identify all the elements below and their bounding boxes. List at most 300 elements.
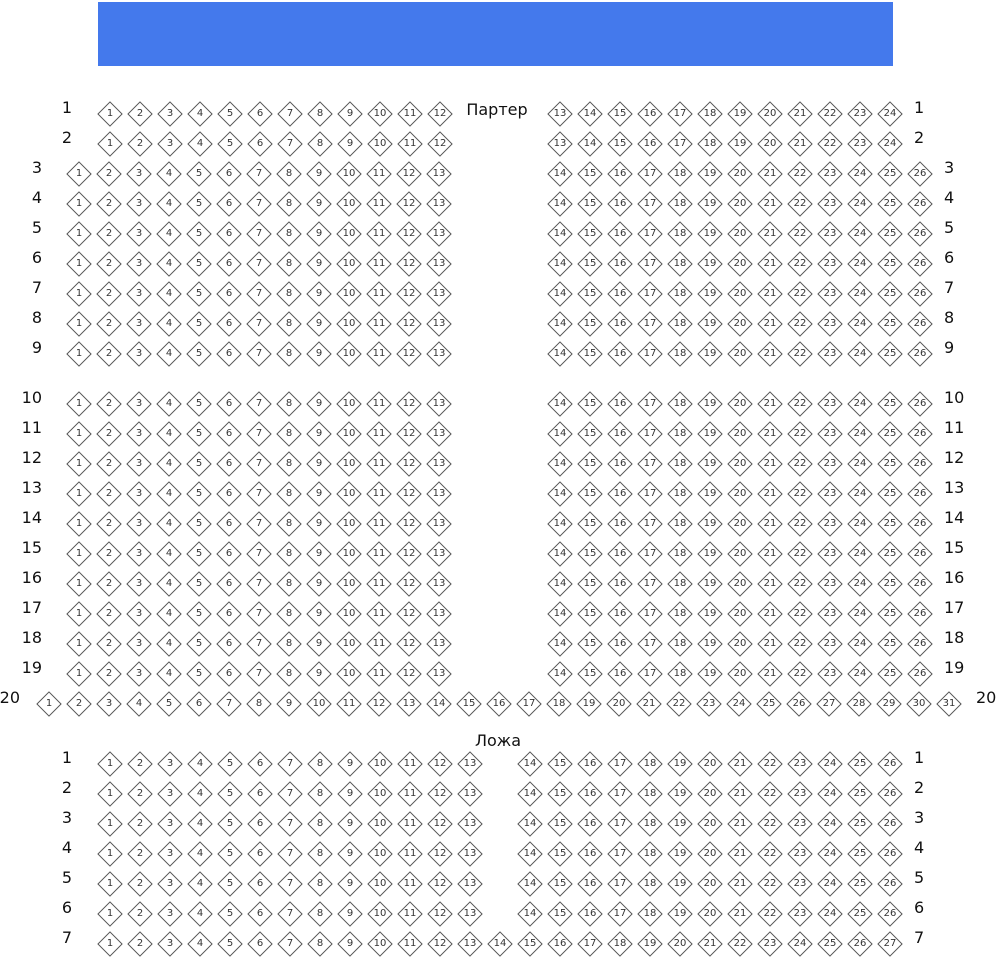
seat[interactable] bbox=[847, 751, 872, 776]
seat[interactable] bbox=[127, 931, 152, 956]
seat[interactable] bbox=[306, 251, 331, 276]
seat[interactable] bbox=[66, 601, 91, 626]
seat[interactable] bbox=[217, 931, 242, 956]
seat[interactable] bbox=[96, 221, 121, 246]
seat[interactable] bbox=[607, 751, 632, 776]
seat[interactable] bbox=[847, 661, 872, 686]
seat[interactable] bbox=[637, 341, 662, 366]
seat[interactable] bbox=[217, 101, 242, 126]
seat[interactable] bbox=[276, 311, 301, 336]
seat[interactable] bbox=[187, 811, 212, 836]
seat[interactable] bbox=[336, 631, 361, 656]
seat[interactable] bbox=[667, 191, 692, 216]
seat[interactable] bbox=[757, 601, 782, 626]
seat[interactable] bbox=[907, 541, 932, 566]
seat[interactable] bbox=[697, 281, 722, 306]
seat[interactable] bbox=[336, 311, 361, 336]
seat[interactable] bbox=[757, 131, 782, 156]
seat[interactable] bbox=[547, 811, 572, 836]
seat[interactable] bbox=[607, 131, 632, 156]
seat[interactable] bbox=[907, 451, 932, 476]
seat[interactable] bbox=[637, 191, 662, 216]
seat[interactable] bbox=[697, 841, 722, 866]
seat[interactable] bbox=[547, 101, 572, 126]
seat[interactable] bbox=[846, 691, 871, 716]
seat[interactable] bbox=[697, 101, 722, 126]
seat[interactable] bbox=[127, 901, 152, 926]
seat[interactable] bbox=[246, 451, 271, 476]
seat[interactable] bbox=[547, 601, 572, 626]
seat[interactable] bbox=[697, 221, 722, 246]
seat[interactable] bbox=[367, 841, 392, 866]
seat[interactable] bbox=[396, 451, 421, 476]
seat[interactable] bbox=[96, 481, 121, 506]
seat[interactable] bbox=[787, 631, 812, 656]
seat[interactable] bbox=[607, 901, 632, 926]
seat[interactable] bbox=[307, 131, 332, 156]
seat[interactable] bbox=[907, 221, 932, 246]
seat[interactable] bbox=[66, 571, 91, 596]
seat[interactable] bbox=[727, 451, 752, 476]
seat[interactable] bbox=[396, 541, 421, 566]
seat[interactable] bbox=[877, 661, 902, 686]
seat[interactable] bbox=[187, 131, 212, 156]
seat[interactable] bbox=[667, 541, 692, 566]
seat[interactable] bbox=[787, 391, 812, 416]
seat[interactable] bbox=[156, 451, 181, 476]
seat[interactable] bbox=[97, 751, 122, 776]
seat[interactable] bbox=[757, 311, 782, 336]
seat[interactable] bbox=[787, 161, 812, 186]
seat[interactable] bbox=[396, 571, 421, 596]
seat[interactable] bbox=[156, 391, 181, 416]
seat[interactable] bbox=[877, 511, 902, 536]
seat[interactable] bbox=[697, 661, 722, 686]
seat[interactable] bbox=[667, 481, 692, 506]
seat[interactable] bbox=[277, 931, 302, 956]
seat[interactable] bbox=[156, 221, 181, 246]
seat[interactable] bbox=[427, 101, 452, 126]
seat[interactable] bbox=[787, 451, 812, 476]
seat[interactable] bbox=[727, 101, 752, 126]
seat[interactable] bbox=[126, 251, 151, 276]
seat[interactable] bbox=[667, 841, 692, 866]
seat[interactable] bbox=[727, 281, 752, 306]
seat[interactable] bbox=[97, 131, 122, 156]
seat[interactable] bbox=[427, 751, 452, 776]
seat[interactable] bbox=[877, 931, 902, 956]
seat[interactable] bbox=[156, 161, 181, 186]
seat[interactable] bbox=[577, 901, 602, 926]
seat[interactable] bbox=[276, 511, 301, 536]
seat[interactable] bbox=[787, 841, 812, 866]
seat[interactable] bbox=[127, 751, 152, 776]
seat[interactable] bbox=[127, 131, 152, 156]
seat[interactable] bbox=[126, 391, 151, 416]
seat[interactable] bbox=[396, 341, 421, 366]
seat[interactable] bbox=[397, 751, 422, 776]
seat[interactable] bbox=[757, 751, 782, 776]
seat[interactable] bbox=[156, 511, 181, 536]
seat[interactable] bbox=[186, 391, 211, 416]
seat[interactable] bbox=[397, 871, 422, 896]
seat[interactable] bbox=[397, 901, 422, 926]
seat[interactable] bbox=[216, 691, 241, 716]
seat[interactable] bbox=[337, 101, 362, 126]
seat[interactable] bbox=[337, 751, 362, 776]
seat[interactable] bbox=[66, 221, 91, 246]
seat[interactable] bbox=[847, 421, 872, 446]
seat[interactable] bbox=[396, 631, 421, 656]
seat[interactable] bbox=[277, 871, 302, 896]
seat[interactable] bbox=[577, 661, 602, 686]
seat[interactable] bbox=[277, 841, 302, 866]
seat[interactable] bbox=[336, 341, 361, 366]
seat[interactable] bbox=[276, 191, 301, 216]
seat[interactable] bbox=[637, 281, 662, 306]
seat[interactable] bbox=[847, 451, 872, 476]
seat[interactable] bbox=[787, 221, 812, 246]
seat[interactable] bbox=[246, 311, 271, 336]
seat[interactable] bbox=[787, 421, 812, 446]
seat[interactable] bbox=[667, 571, 692, 596]
seat[interactable] bbox=[247, 751, 272, 776]
seat[interactable] bbox=[516, 691, 541, 716]
seat[interactable] bbox=[426, 481, 451, 506]
seat[interactable] bbox=[426, 511, 451, 536]
seat[interactable] bbox=[847, 901, 872, 926]
seat[interactable] bbox=[366, 511, 391, 536]
seat[interactable] bbox=[367, 781, 392, 806]
seat[interactable] bbox=[787, 601, 812, 626]
seat[interactable] bbox=[306, 541, 331, 566]
seat[interactable] bbox=[97, 781, 122, 806]
seat[interactable] bbox=[366, 691, 391, 716]
seat[interactable] bbox=[247, 931, 272, 956]
seat[interactable] bbox=[367, 931, 392, 956]
seat[interactable] bbox=[607, 421, 632, 446]
seat[interactable] bbox=[847, 191, 872, 216]
seat[interactable] bbox=[307, 931, 332, 956]
seat[interactable] bbox=[397, 101, 422, 126]
seat[interactable] bbox=[697, 451, 722, 476]
seat[interactable] bbox=[847, 871, 872, 896]
seat[interactable] bbox=[577, 751, 602, 776]
seat[interactable] bbox=[216, 221, 241, 246]
seat[interactable] bbox=[486, 691, 511, 716]
seat[interactable] bbox=[817, 481, 842, 506]
seat[interactable] bbox=[607, 191, 632, 216]
seat[interactable] bbox=[757, 161, 782, 186]
seat[interactable] bbox=[276, 221, 301, 246]
seat[interactable] bbox=[547, 221, 572, 246]
seat[interactable] bbox=[607, 931, 632, 956]
seat[interactable] bbox=[667, 281, 692, 306]
seat[interactable] bbox=[697, 341, 722, 366]
seat[interactable] bbox=[156, 541, 181, 566]
seat[interactable] bbox=[607, 571, 632, 596]
seat[interactable] bbox=[667, 751, 692, 776]
seat[interactable] bbox=[787, 751, 812, 776]
seat[interactable] bbox=[577, 191, 602, 216]
seat[interactable] bbox=[186, 451, 211, 476]
seat[interactable] bbox=[786, 691, 811, 716]
seat[interactable] bbox=[877, 571, 902, 596]
seat[interactable] bbox=[697, 871, 722, 896]
seat[interactable] bbox=[817, 251, 842, 276]
seat[interactable] bbox=[336, 511, 361, 536]
seat[interactable] bbox=[577, 481, 602, 506]
seat[interactable] bbox=[757, 481, 782, 506]
seat[interactable] bbox=[637, 931, 662, 956]
seat[interactable] bbox=[217, 751, 242, 776]
seat[interactable] bbox=[246, 511, 271, 536]
seat[interactable] bbox=[186, 601, 211, 626]
seat[interactable] bbox=[216, 251, 241, 276]
seat[interactable] bbox=[637, 131, 662, 156]
seat[interactable] bbox=[216, 161, 241, 186]
seat[interactable] bbox=[757, 931, 782, 956]
seat[interactable] bbox=[847, 571, 872, 596]
seat[interactable] bbox=[247, 901, 272, 926]
seat[interactable] bbox=[396, 391, 421, 416]
seat[interactable] bbox=[667, 421, 692, 446]
seat[interactable] bbox=[66, 541, 91, 566]
seat[interactable] bbox=[216, 631, 241, 656]
seat[interactable] bbox=[877, 871, 902, 896]
seat[interactable] bbox=[457, 871, 482, 896]
seat[interactable] bbox=[667, 311, 692, 336]
seat[interactable] bbox=[727, 481, 752, 506]
seat[interactable] bbox=[276, 341, 301, 366]
seat[interactable] bbox=[847, 341, 872, 366]
seat[interactable] bbox=[877, 161, 902, 186]
seat[interactable] bbox=[216, 281, 241, 306]
seat[interactable] bbox=[426, 421, 451, 446]
seat[interactable] bbox=[907, 161, 932, 186]
seat[interactable] bbox=[607, 161, 632, 186]
seat[interactable] bbox=[877, 481, 902, 506]
seat[interactable] bbox=[66, 511, 91, 536]
seat[interactable] bbox=[547, 931, 572, 956]
seat[interactable] bbox=[157, 901, 182, 926]
seat[interactable] bbox=[306, 281, 331, 306]
seat[interactable] bbox=[577, 281, 602, 306]
seat[interactable] bbox=[216, 511, 241, 536]
seat[interactable] bbox=[817, 781, 842, 806]
seat[interactable] bbox=[637, 841, 662, 866]
seat[interactable] bbox=[366, 421, 391, 446]
seat[interactable] bbox=[727, 661, 752, 686]
seat[interactable] bbox=[156, 191, 181, 216]
seat[interactable] bbox=[396, 481, 421, 506]
seat[interactable] bbox=[607, 251, 632, 276]
seat[interactable] bbox=[216, 661, 241, 686]
seat[interactable] bbox=[456, 691, 481, 716]
seat[interactable] bbox=[637, 631, 662, 656]
seat[interactable] bbox=[817, 571, 842, 596]
seat[interactable] bbox=[816, 691, 841, 716]
seat[interactable] bbox=[216, 341, 241, 366]
seat[interactable] bbox=[276, 631, 301, 656]
seat[interactable] bbox=[787, 811, 812, 836]
seat[interactable] bbox=[36, 691, 61, 716]
seat[interactable] bbox=[366, 161, 391, 186]
seat[interactable] bbox=[97, 841, 122, 866]
seat[interactable] bbox=[787, 661, 812, 686]
seat[interactable] bbox=[577, 841, 602, 866]
seat[interactable] bbox=[547, 191, 572, 216]
seat[interactable] bbox=[607, 311, 632, 336]
seat[interactable] bbox=[787, 481, 812, 506]
seat[interactable] bbox=[607, 101, 632, 126]
seat[interactable] bbox=[366, 541, 391, 566]
seat[interactable] bbox=[276, 691, 301, 716]
seat[interactable] bbox=[157, 751, 182, 776]
seat[interactable] bbox=[667, 781, 692, 806]
seat[interactable] bbox=[336, 161, 361, 186]
seat[interactable] bbox=[637, 221, 662, 246]
seat[interactable] bbox=[216, 391, 241, 416]
seat[interactable] bbox=[127, 811, 152, 836]
seat[interactable] bbox=[216, 601, 241, 626]
seat[interactable] bbox=[666, 691, 691, 716]
seat[interactable] bbox=[66, 691, 91, 716]
seat[interactable] bbox=[306, 341, 331, 366]
seat[interactable] bbox=[366, 631, 391, 656]
seat[interactable] bbox=[126, 451, 151, 476]
seat[interactable] bbox=[607, 661, 632, 686]
seat[interactable] bbox=[637, 901, 662, 926]
seat[interactable] bbox=[577, 541, 602, 566]
seat[interactable] bbox=[606, 691, 631, 716]
seat[interactable] bbox=[126, 161, 151, 186]
seat[interactable] bbox=[396, 251, 421, 276]
seat[interactable] bbox=[907, 511, 932, 536]
seat[interactable] bbox=[306, 191, 331, 216]
seat[interactable] bbox=[577, 391, 602, 416]
seat[interactable] bbox=[907, 311, 932, 336]
seat[interactable] bbox=[847, 391, 872, 416]
seat[interactable] bbox=[757, 281, 782, 306]
seat[interactable] bbox=[547, 421, 572, 446]
seat[interactable] bbox=[757, 451, 782, 476]
seat[interactable] bbox=[757, 101, 782, 126]
seat[interactable] bbox=[186, 191, 211, 216]
seat[interactable] bbox=[126, 481, 151, 506]
seat[interactable] bbox=[397, 841, 422, 866]
seat[interactable] bbox=[66, 281, 91, 306]
seat[interactable] bbox=[637, 601, 662, 626]
seat[interactable] bbox=[367, 751, 392, 776]
seat[interactable] bbox=[847, 631, 872, 656]
seat[interactable] bbox=[877, 901, 902, 926]
seat[interactable] bbox=[126, 281, 151, 306]
seat[interactable] bbox=[577, 781, 602, 806]
seat[interactable] bbox=[817, 541, 842, 566]
seat[interactable] bbox=[277, 781, 302, 806]
seat[interactable] bbox=[97, 811, 122, 836]
seat[interactable] bbox=[936, 691, 961, 716]
seat[interactable] bbox=[757, 221, 782, 246]
seat[interactable] bbox=[637, 161, 662, 186]
seat[interactable] bbox=[427, 131, 452, 156]
seat[interactable] bbox=[637, 251, 662, 276]
seat[interactable] bbox=[156, 341, 181, 366]
seat[interactable] bbox=[426, 661, 451, 686]
seat[interactable] bbox=[697, 931, 722, 956]
seat[interactable] bbox=[337, 131, 362, 156]
seat[interactable] bbox=[847, 541, 872, 566]
seat[interactable] bbox=[66, 161, 91, 186]
seat[interactable] bbox=[726, 691, 751, 716]
seat[interactable] bbox=[157, 931, 182, 956]
seat[interactable] bbox=[217, 901, 242, 926]
seat[interactable] bbox=[727, 251, 752, 276]
seat[interactable] bbox=[307, 811, 332, 836]
seat[interactable] bbox=[307, 871, 332, 896]
seat[interactable] bbox=[306, 391, 331, 416]
seat[interactable] bbox=[337, 781, 362, 806]
seat[interactable] bbox=[577, 931, 602, 956]
seat[interactable] bbox=[787, 871, 812, 896]
seat[interactable] bbox=[156, 601, 181, 626]
seat[interactable] bbox=[607, 341, 632, 366]
seat[interactable] bbox=[366, 251, 391, 276]
seat[interactable] bbox=[187, 101, 212, 126]
seat[interactable] bbox=[306, 571, 331, 596]
seat[interactable] bbox=[607, 451, 632, 476]
seat[interactable] bbox=[817, 601, 842, 626]
seat[interactable] bbox=[547, 161, 572, 186]
seat[interactable] bbox=[667, 131, 692, 156]
seat[interactable] bbox=[246, 601, 271, 626]
seat[interactable] bbox=[276, 541, 301, 566]
seat[interactable] bbox=[667, 101, 692, 126]
seat[interactable] bbox=[727, 221, 752, 246]
seat[interactable] bbox=[66, 311, 91, 336]
seat[interactable] bbox=[337, 901, 362, 926]
seat[interactable] bbox=[877, 421, 902, 446]
seat[interactable] bbox=[517, 781, 542, 806]
seat[interactable] bbox=[186, 481, 211, 506]
seat[interactable] bbox=[156, 631, 181, 656]
seat[interactable] bbox=[246, 341, 271, 366]
seat[interactable] bbox=[787, 931, 812, 956]
seat[interactable] bbox=[127, 871, 152, 896]
seat[interactable] bbox=[727, 901, 752, 926]
seat[interactable] bbox=[697, 391, 722, 416]
seat[interactable] bbox=[306, 161, 331, 186]
seat[interactable] bbox=[426, 691, 451, 716]
seat[interactable] bbox=[607, 841, 632, 866]
seat[interactable] bbox=[577, 421, 602, 446]
seat[interactable] bbox=[186, 511, 211, 536]
seat[interactable] bbox=[847, 931, 872, 956]
seat[interactable] bbox=[396, 421, 421, 446]
seat[interactable] bbox=[757, 811, 782, 836]
seat[interactable] bbox=[216, 421, 241, 446]
seat[interactable] bbox=[667, 631, 692, 656]
seat[interactable] bbox=[727, 811, 752, 836]
seat[interactable] bbox=[247, 101, 272, 126]
seat[interactable] bbox=[336, 421, 361, 446]
seat[interactable] bbox=[157, 781, 182, 806]
seat[interactable] bbox=[126, 311, 151, 336]
seat[interactable] bbox=[787, 101, 812, 126]
seat[interactable] bbox=[847, 841, 872, 866]
seat[interactable] bbox=[876, 691, 901, 716]
